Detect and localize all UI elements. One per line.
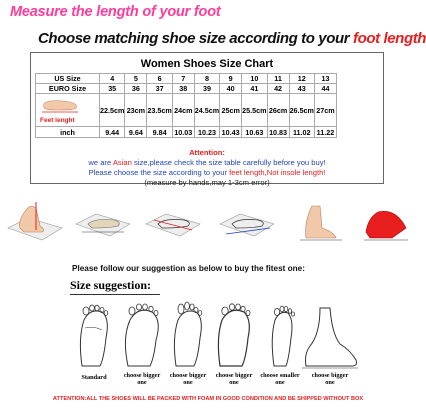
footprint-caption: choose smaller one bbox=[260, 372, 300, 386]
table-row bbox=[36, 127, 337, 138]
table-cell: 27cm bbox=[314, 94, 336, 127]
subheading-main: Choose matching shoe size according to your bbox=[38, 30, 350, 47]
table-cell: 11 bbox=[267, 74, 289, 84]
attention-title: Attention: bbox=[189, 148, 225, 157]
table-cell: 35 bbox=[100, 84, 125, 94]
attention-red-text: feet length,Not insole length! bbox=[229, 168, 326, 177]
footprint-caption: Standard bbox=[81, 374, 107, 381]
table-row bbox=[36, 94, 337, 127]
footprint-caption: choose bigger one bbox=[215, 372, 253, 386]
attention-line-1 bbox=[30, 158, 384, 168]
table-cell: 8 bbox=[194, 74, 219, 84]
table-cell: 9.84 bbox=[147, 127, 172, 138]
table-cell: 44 bbox=[314, 84, 336, 94]
table-cell: 13 bbox=[314, 74, 336, 84]
table-cell: 40 bbox=[220, 84, 242, 94]
measure-step-1-icon bbox=[6, 198, 64, 244]
subheading-highlight: foot length bbox=[352, 30, 426, 47]
table-cell: 37 bbox=[147, 84, 172, 94]
follow-suggestion-text: Please follow our suggestion as below to buy the fitest one: bbox=[72, 264, 305, 273]
table-cell: 10.03 bbox=[174, 127, 193, 137]
table-row bbox=[36, 74, 337, 84]
attention-text: size,please check the size table carefully before you buy! bbox=[131, 158, 326, 167]
attention-asian: Asian bbox=[112, 158, 132, 167]
title-underline bbox=[70, 294, 160, 295]
table-cell: 11.22 bbox=[314, 127, 336, 138]
table-cell: 9.64 bbox=[125, 127, 147, 138]
table-cell: 4 bbox=[100, 74, 125, 84]
row-label: EURO Size bbox=[36, 84, 100, 94]
table-cell: 10.83 bbox=[269, 127, 288, 137]
table-cell: 10.23 bbox=[194, 127, 219, 138]
table-cell: 10 bbox=[242, 74, 267, 84]
foot-length-label: Feet lenght bbox=[40, 117, 75, 124]
footprint-caption: choose bigger one bbox=[169, 372, 207, 386]
table-row bbox=[36, 84, 337, 94]
foot-high-arch-icon bbox=[300, 298, 360, 370]
row-label: inch bbox=[36, 127, 100, 138]
table-cell: 41 bbox=[242, 84, 267, 94]
size-table bbox=[35, 73, 337, 138]
table-cell: 26cm bbox=[267, 94, 289, 127]
table-cell: 24.5cm bbox=[194, 94, 219, 127]
row-label: US Size bbox=[36, 74, 100, 84]
table-cell: 23cm bbox=[125, 94, 147, 127]
measure-step-3-icon bbox=[144, 198, 202, 244]
attention-note bbox=[30, 148, 384, 188]
shipping-notice: ATTENTION:ALL THE SHOES WILL BE PACKED WITH FOAM IN GOOD CONDITION AND BE SHIPPED WITHOUT BOX bbox=[52, 396, 364, 402]
page-heading: Measure the length of your foot bbox=[10, 4, 221, 20]
table-cell: 9 bbox=[220, 74, 242, 84]
footprint-long-toe-icon bbox=[166, 298, 210, 370]
footprint-thick-icon bbox=[212, 298, 256, 370]
attention-line-2 bbox=[30, 168, 384, 178]
measure-step-2-icon bbox=[74, 198, 132, 244]
footprint-standard-icon bbox=[72, 298, 116, 370]
table-cell: 6 bbox=[147, 74, 172, 84]
table-cell: 24cm bbox=[172, 94, 194, 127]
table-cell: 36 bbox=[125, 84, 147, 94]
table-cell: 10.43 bbox=[221, 127, 240, 137]
table-cell: 42 bbox=[267, 84, 289, 94]
table-cell: 22.5cm bbox=[100, 94, 125, 127]
attention-line-3: (measure by hands,may 1-3cm error) bbox=[144, 178, 270, 187]
table-cell: 9.44 bbox=[100, 127, 125, 138]
footprint-caption: choose bigger one bbox=[123, 372, 161, 386]
footprint-wide-icon bbox=[120, 298, 164, 370]
chart-title: Women Shoes Size Chart bbox=[140, 58, 274, 70]
subheading bbox=[38, 30, 426, 47]
table-cell: 25.5cm bbox=[242, 94, 267, 127]
table-cell: 12 bbox=[289, 74, 314, 84]
foot-measure-icon bbox=[38, 96, 82, 114]
table-cell: 26.5cm bbox=[289, 94, 314, 127]
foot-length-cell bbox=[36, 94, 100, 127]
table-cell: 11.02 bbox=[289, 127, 314, 138]
table-cell: 38 bbox=[172, 84, 194, 94]
table-cell: 23.5cm bbox=[147, 94, 172, 127]
table-cell: 25cm bbox=[220, 94, 242, 127]
table-cell: 43 bbox=[289, 84, 314, 94]
measure-step-6-icon bbox=[356, 198, 414, 244]
measure-step-4-icon bbox=[218, 198, 276, 244]
footprint-caption: choose bigger one bbox=[311, 372, 349, 386]
attention-text: Please choose the size according to your bbox=[88, 168, 230, 177]
table-cell: 10.63 bbox=[242, 127, 267, 138]
table-cell: 39 bbox=[194, 84, 219, 94]
measure-step-5-icon bbox=[290, 198, 348, 244]
footprint-narrow-icon bbox=[260, 298, 304, 370]
attention-text: we are bbox=[88, 158, 113, 167]
size-suggestion-title: Size suggestion: bbox=[70, 278, 151, 292]
table-cell: 5 bbox=[125, 74, 147, 84]
table-cell: 7 bbox=[172, 74, 194, 84]
